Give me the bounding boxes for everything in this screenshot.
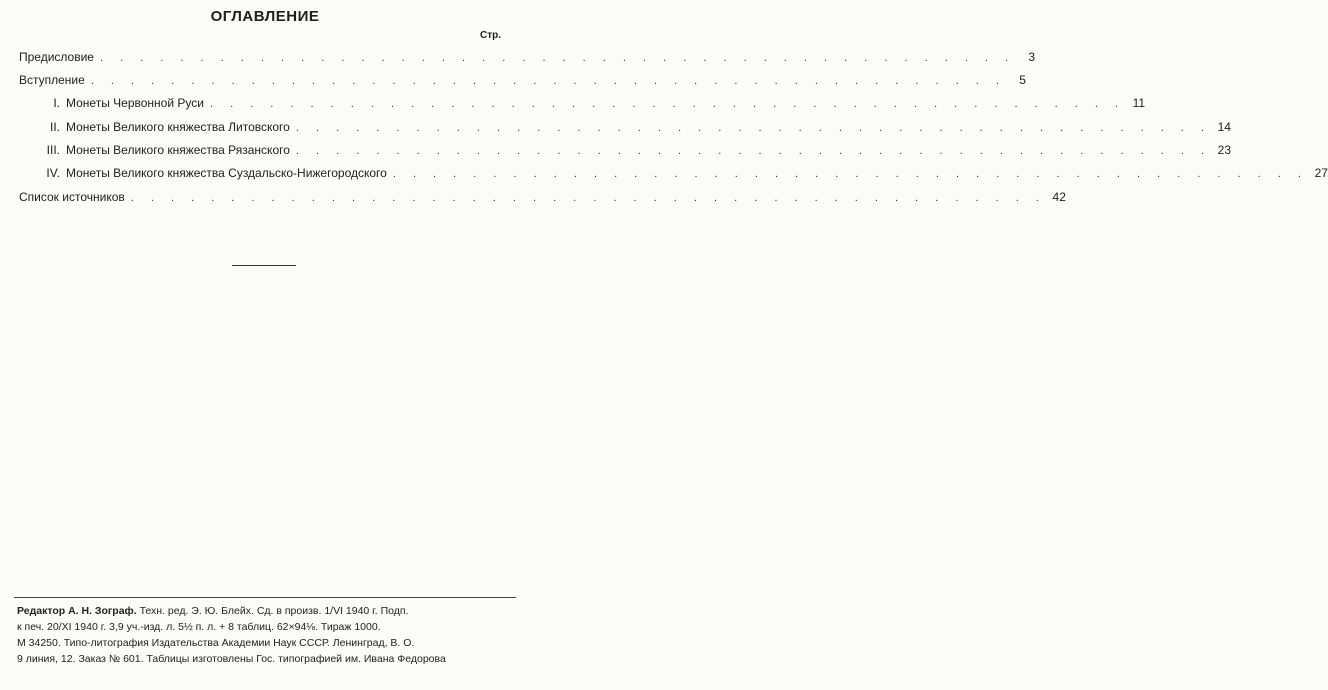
dot-leader: . . . . . . . . . . . . . . . . . . . . . . . . . . . . . . . . . . . . . . . . . . . . . . bbox=[392, 168, 1308, 180]
toc-entry-label: Предисловие bbox=[19, 50, 94, 64]
dot-leader: . . . . . . . . . . . . . . . . . . . . . . . . . . . . . . . . . . . . . . . . . . . . . . bbox=[130, 192, 1046, 204]
chapter-title: Монеты Червонной Руси bbox=[66, 96, 204, 110]
toc-entry-chapter-1[interactable] bbox=[42, 96, 1146, 110]
toc-entry-page: 14 bbox=[1217, 120, 1231, 134]
toc-entry-sources[interactable] bbox=[19, 190, 1066, 204]
imprint-line-1 bbox=[17, 603, 517, 619]
chapter-title: Монеты Великого княжества Суздальско-Нижегородского bbox=[66, 166, 387, 180]
toc-entry-chapter-3[interactable] bbox=[42, 143, 1232, 157]
dot-leader: . . . . . . . . . . . . . . . . . . . . . . . . . . . . . . . . . . . . . . . . . . . . . . bbox=[295, 122, 1211, 134]
toc-entry-label bbox=[42, 166, 387, 180]
imprint-editor: Редактор А. Н. Зограф. bbox=[17, 605, 137, 617]
chapter-title: Монеты Великого княжества Рязанского bbox=[66, 143, 290, 157]
imprint-line-2: к печ. 20/XI 1940 г. 3,9 уч.-изд. л. 5½ п. л. + 8 таблиц. 62×94⅛. Тираж 1000. bbox=[17, 621, 381, 633]
toc-entry-chapter-4[interactable] bbox=[42, 166, 1328, 180]
toc-entry-label bbox=[42, 143, 290, 157]
chapter-title: Монеты Великого княжества Литовского bbox=[66, 120, 290, 134]
dot-leader: . . . . . . . . . . . . . . . . . . . . . . . . . . . . . . . . . . . . . . . . . . . . . . bbox=[99, 52, 1016, 64]
chapter-numeral: I. bbox=[53, 96, 60, 110]
chapter-numeral: II. bbox=[49, 120, 60, 134]
toc-entry-label bbox=[42, 96, 204, 110]
imprint-line-4: 9 линия, 12. Заказ № 601. Таблицы изготовлены Гос. типографией им. Ивана Федорова bbox=[17, 653, 446, 665]
chapter-numeral: IV. bbox=[46, 166, 60, 180]
toc-entry-page: 5 bbox=[1019, 73, 1026, 87]
imprint-block bbox=[17, 603, 517, 667]
toc-entry-introduction[interactable] bbox=[19, 73, 1026, 87]
chapter-numeral: III. bbox=[46, 143, 60, 157]
toc-entry-chapter-2[interactable] bbox=[42, 120, 1231, 134]
toc-entry-page: 11 bbox=[1132, 96, 1146, 110]
toc-entry-preface[interactable] bbox=[19, 50, 1036, 64]
page-title: ОГЛАВЛЕНИЕ bbox=[210, 8, 320, 25]
imprint-line-1-rest: Техн. ред. Э. Ю. Блейх. Сд. в произв. 1/VI 1940 г. Подп. bbox=[139, 605, 409, 617]
toc-entry-label: Вступление bbox=[19, 73, 85, 87]
dot-leader: . . . . . . . . . . . . . . . . . . . . . . . . . . . . . . . . . . . . . . . . . . . . . . bbox=[295, 145, 1212, 157]
dot-leader: . . . . . . . . . . . . . . . . . . . . . . . . . . . . . . . . . . . . . . . . . . . . . . bbox=[90, 75, 1006, 87]
toc-entry-label: Список источников bbox=[19, 190, 125, 204]
imprint-rule bbox=[14, 597, 516, 598]
imprint-line-3: М 34250. Типо-литография Издательства Академии Наук СССР. Ленинград, В. О. bbox=[17, 637, 415, 649]
toc-entry-page: 27 bbox=[1314, 166, 1328, 180]
toc-entry-label bbox=[42, 120, 290, 134]
page-column-header: Стр. bbox=[479, 30, 501, 41]
section-divider bbox=[232, 265, 296, 266]
dot-leader: . . . . . . . . . . . . . . . . . . . . . . . . . . . . . . . . . . . . . . . . . . . . . . bbox=[209, 98, 1126, 110]
toc-entry-page: 3 bbox=[1028, 50, 1036, 64]
toc-entry-page: 42 bbox=[1052, 190, 1066, 204]
toc-entry-page: 23 bbox=[1217, 143, 1232, 157]
